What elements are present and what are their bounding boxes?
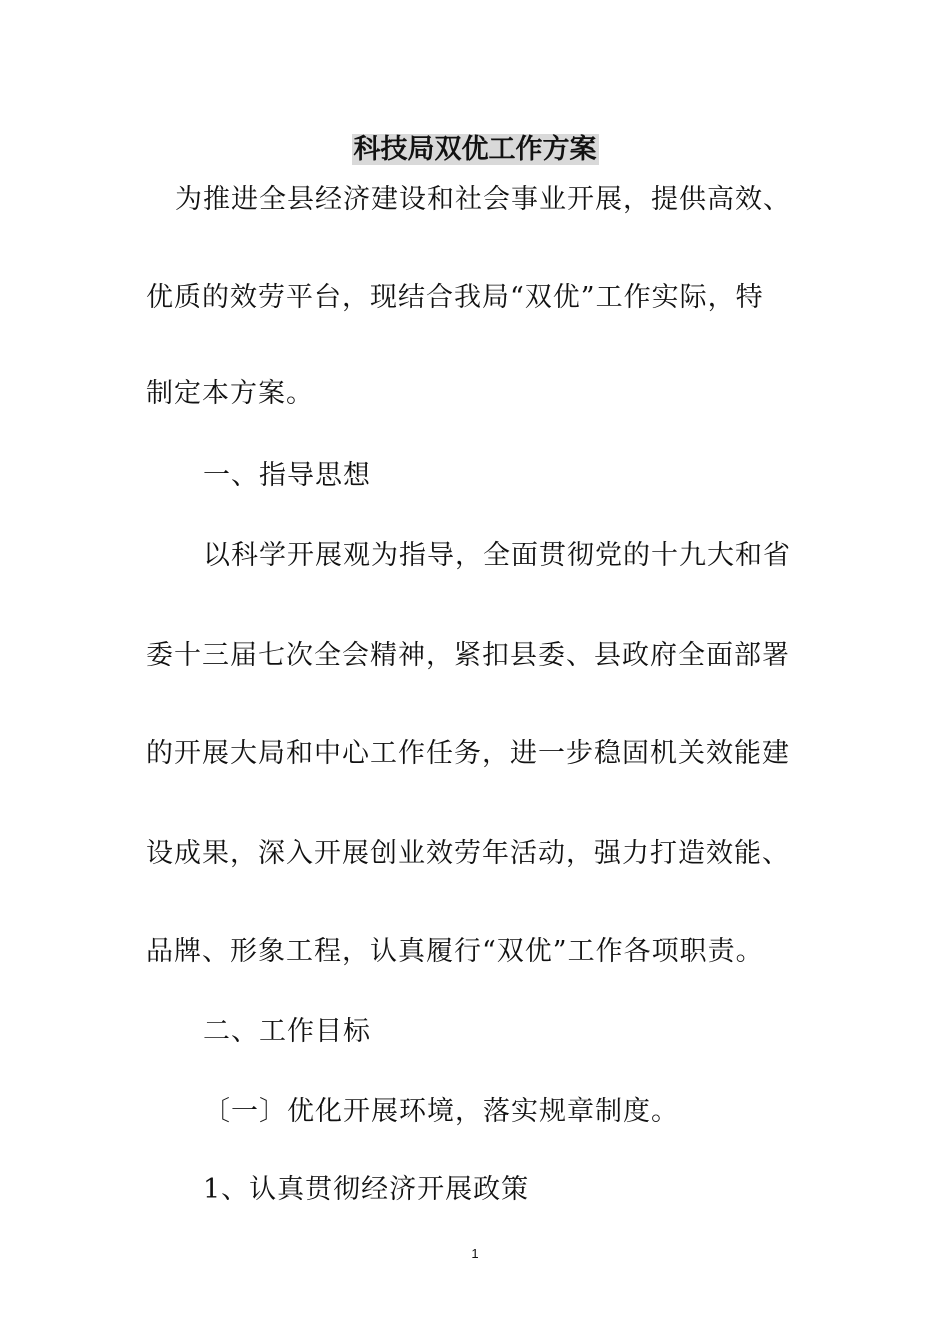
list-item: 1、认真贯彻经济开展政策 [203, 1174, 530, 1205]
section-heading: 一、指导思想 [203, 460, 371, 491]
section-heading: 二、工作目标 [203, 1016, 371, 1047]
paragraph-line: 为推进全县经济建设和社会事业开展，提供高效、 [175, 184, 791, 215]
page-number: 1 [471, 1246, 479, 1261]
paragraph-line: 制定本方案。 [146, 378, 314, 409]
paragraph-line: 设成果，深入开展创业效劳年活动，强力打造效能、 [146, 838, 790, 869]
document-title-text: 科技局双优工作方案 [353, 134, 597, 165]
paragraph-line: 优质的效劳平台，现结合我局“双优”工作实际，特 [146, 282, 764, 313]
paragraph-line: 以科学开展观为指导，全面贯彻党的十九大和省 [203, 540, 791, 571]
subsection-heading: 〔一〕优化开展环境，落实规章制度。 [203, 1096, 679, 1127]
paragraph-line: 的开展大局和中心工作任务，进一步稳固机关效能建 [146, 738, 790, 769]
paragraph-line: 品牌、形象工程，认真履行“双优”工作各项职责。 [146, 936, 764, 967]
document-title [0, 130, 950, 170]
paragraph-line: 委十三届七次全会精神，紧扣县委、县政府全面部署 [146, 640, 790, 671]
